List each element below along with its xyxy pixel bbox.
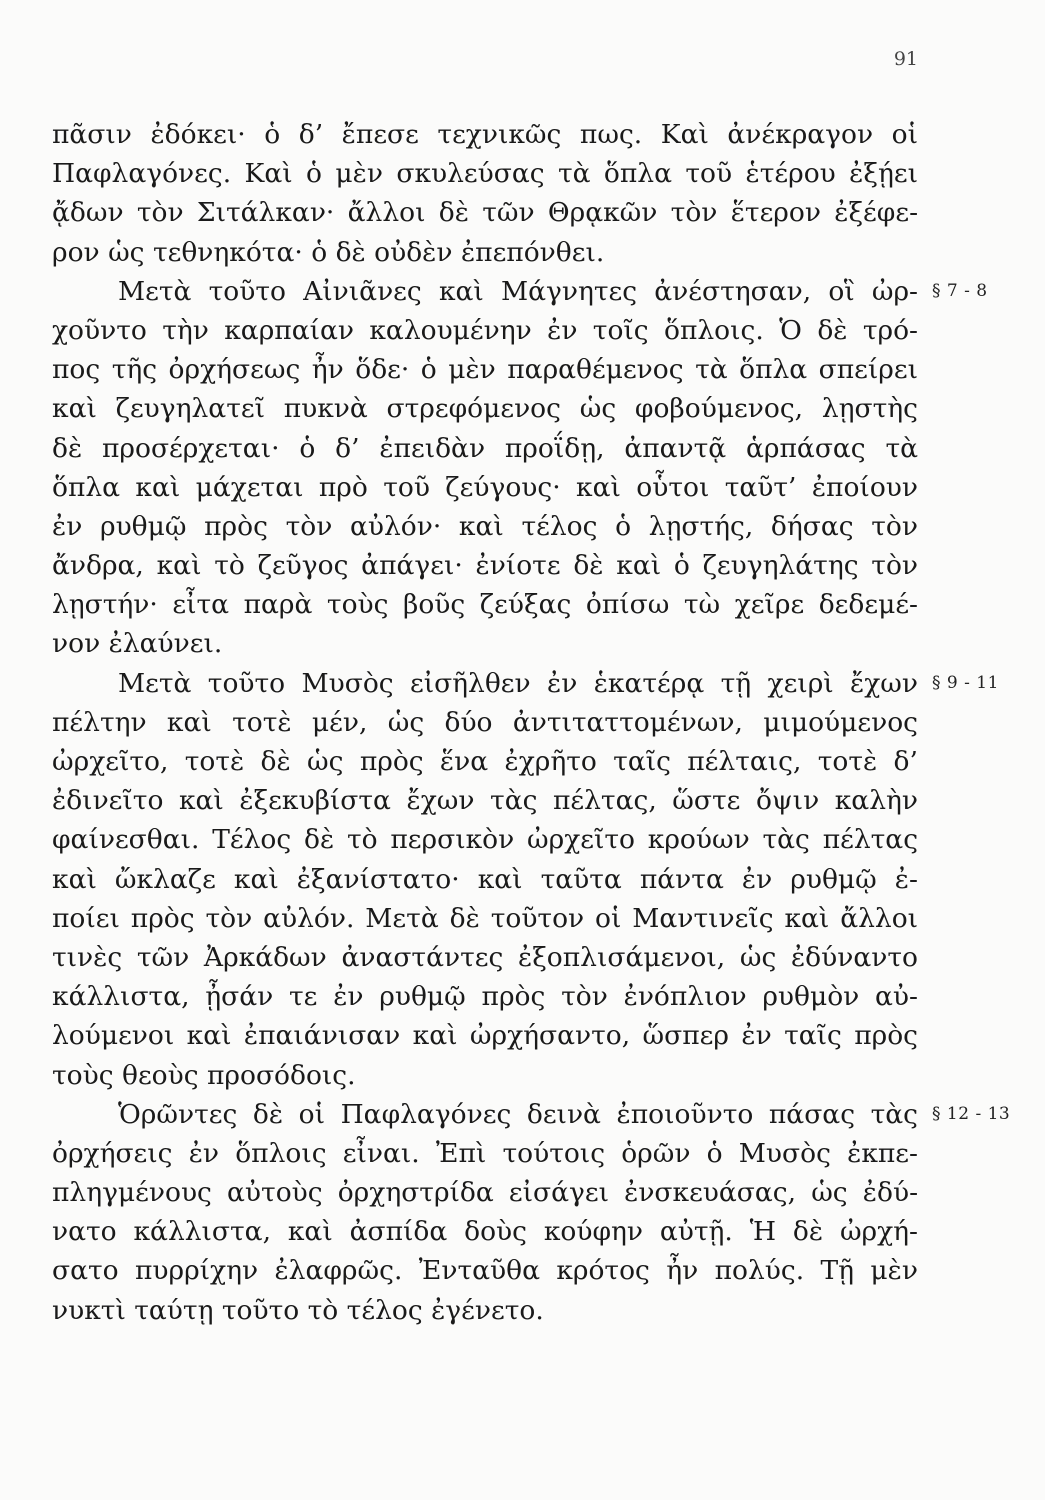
text-line xyxy=(52,703,932,742)
text-line xyxy=(52,664,999,703)
text-line-content: Μετὰ τοῦτο Αἰνιᾶνες καὶ Μάγνητες ἀνέστησαν, οἳ ὠρ- xyxy=(118,275,919,307)
section-reference: § 12 - 13 xyxy=(932,1103,1011,1124)
text-line-content: ὀρχήσεις ἐν ὅπλοις εἶναι. Ἐπὶ τούτοις ὁρῶν ὁ Μυσὸς ἐκπε- xyxy=(52,1137,918,1169)
text-line xyxy=(52,820,932,859)
text-line-content: Ὁρῶντες δὲ οἱ Παφλαγόνες δεινὰ ἐποιοῦντο πάσας τὰς xyxy=(118,1098,919,1130)
text-line xyxy=(52,154,932,193)
text-line xyxy=(52,233,932,272)
text-line-content: πᾶσιν ἐδόκει· ὁ δ’ ἔπεσε τεχνικῶς πως. Καὶ ἀνέκραγον οἱ xyxy=(52,119,918,150)
text-line xyxy=(52,193,932,232)
text-line-content: τινὲς τῶν Ἀρκάδων ἀναστάντες ἐξοπλισάμενοι, ὡς ἐδύναντο xyxy=(52,941,918,973)
text-line-content: νατο κάλλιστα, καὶ ἀσπίδα δοὺς κούφην αὐτῇ. Ἡ δὲ ὠρχή- xyxy=(52,1216,919,1248)
text-line xyxy=(52,429,932,468)
text-line xyxy=(52,1291,932,1330)
text-line-content: Μετὰ τοῦτο Μυσὸς εἰσῆλθεν ἐν ἑκατέρᾳ τῇ χειρὶ ἔχων xyxy=(118,667,919,699)
text-line-content: φαίνεσθαι. Τέλος δὲ τὸ περσικὸν ὠρχεῖτο κρούων τὰς πέλτας xyxy=(52,824,919,856)
text-line-content: ποίει πρὸς τὸν αὐλόν. Μετὰ δὲ τοῦτον οἱ Μαντινεῖς καὶ ἄλλοι xyxy=(52,902,919,934)
text-line xyxy=(52,468,932,507)
text-line-content: πέλτην καὶ τοτὲ μέν, ὡς δύο ἀντιταττομένων, μιμούμενος xyxy=(52,706,918,738)
text-line xyxy=(52,938,932,977)
section-reference: § 9 - 11 xyxy=(932,672,999,693)
text-line xyxy=(52,1251,932,1290)
text-line-content: ἐδινεῖτο καὶ ἐξεκυβίστα ἔχων τὰς πέλτας, ὥστε ὄψιν καλὴν xyxy=(52,785,918,817)
greek-text-block xyxy=(52,115,1011,1330)
text-line xyxy=(52,115,932,154)
text-line xyxy=(52,507,932,546)
text-line-content: ὅπλα καὶ μάχεται πρὸ τοῦ ζεύγους· καὶ οὗτοι ταῦτ’ ἐποίουν xyxy=(52,471,918,503)
text-line-content: δὲ προσέρχεται· ὁ δ’ ἐπειδὰν προΐδῃ, ἀπαντᾷ ἁρπάσας τὰ xyxy=(52,432,919,464)
text-line xyxy=(52,860,932,899)
text-line xyxy=(52,1016,932,1055)
text-line-content: ρον ὡς τεθνηκότα· ὁ δὲ οὐδὲν ἐπεπόνθει. xyxy=(52,236,605,268)
text-line-content: ἄνδρα, καὶ τὸ ζεῦγος ἀπάγει· ἐνίοτε δὲ καὶ ὁ ζευγηλάτης τὸν xyxy=(52,550,919,582)
text-line-content: ᾄδων τὸν Σιτάλκαν· ἄλλοι δὲ τῶν Θρᾳκῶν τὸν ἕτερον ἐξέφε- xyxy=(52,197,919,229)
text-line xyxy=(52,546,932,585)
text-line xyxy=(52,1212,932,1251)
text-line-content: κάλλιστα, ᾖσάν τε ἐν ρυθμῷ πρὸς τὸν ἐνόπλιον ρυθμὸν αὐ- xyxy=(52,981,918,1013)
text-line-content: νυκτὶ ταύτῃ τοῦτο τὸ τέλος ἐγένετο. xyxy=(52,1294,544,1326)
text-line xyxy=(52,585,932,624)
text-line-content: λῃστήν· εἶτα παρὰ τοὺς βοῦς ζεύξας ὀπίσω τὼ χεῖρε δεδεμέ- xyxy=(52,589,918,621)
text-line-content: χοῦντο τὴν καρπαίαν καλουμένην ἐν τοῖς ὅπλοις. Ὁ δὲ τρό- xyxy=(52,314,919,346)
text-line xyxy=(52,1095,1011,1134)
text-line xyxy=(52,389,932,428)
text-line-content: καὶ ὤκλαζε καὶ ἐξανίστατο· καὶ ταῦτα πάντα ἐν ρυθμῷ ἐ- xyxy=(52,863,918,895)
text-line xyxy=(52,1173,932,1212)
text-line xyxy=(52,899,932,938)
text-line xyxy=(52,1134,932,1173)
text-line xyxy=(52,272,988,311)
section-reference: § 7 - 8 xyxy=(932,280,988,301)
text-line-content: πληγμένους αὐτοὺς ὀρχηστρίδα εἰσάγει ἐνσκευάσας, ὡς ἐδύ- xyxy=(52,1177,919,1209)
text-line-content: πος τῆς ὀρχήσεως ἦν ὅδε· ὁ μὲν παραθέμενος τὰ ὅπλα σπείρει xyxy=(52,354,918,386)
text-line-content: τοὺς θεοὺς προσόδοις. xyxy=(52,1059,356,1091)
text-line xyxy=(52,311,932,350)
text-line xyxy=(52,977,932,1016)
text-line-content: καὶ ζευγηλατεῖ πυκνὰ στρεφόμενος ὡς φοβούμενος, λῃστὴς xyxy=(52,393,918,425)
text-line-content: ὠρχεῖτο, τοτὲ δὲ ὡς πρὸς ἕνα ἐχρῆτο ταῖς πέλταις, τοτὲ δ’ xyxy=(52,746,918,777)
text-line-content: ἐν ρυθμῷ πρὸς τὸν αὐλόν· καὶ τέλος ὁ λῃστής, δήσας τὸν xyxy=(52,510,918,542)
text-line xyxy=(52,1056,932,1095)
text-line xyxy=(52,624,932,663)
text-line xyxy=(52,781,932,820)
text-line-content: νον ἐλαύνει. xyxy=(52,628,223,660)
text-line xyxy=(52,350,932,389)
text-line-content: Παφλαγόνες. Καὶ ὁ μὲν σκυλεύσας τὰ ὅπλα τοῦ ἑτέρου ἐξῄει xyxy=(52,158,918,190)
text-line-content: σατο πυρρίχην ἐλαφρῶς. Ἐνταῦθα κρότος ἦν πολύς. Τῇ μὲν xyxy=(52,1255,918,1287)
text-line-content: λούμενοι καὶ ἐπαιάνισαν καὶ ὠρχήσαντο, ὥσπερ ἐν ταῖς πρὸς xyxy=(52,1020,919,1052)
text-line xyxy=(52,742,932,781)
page-number: 91 xyxy=(893,48,918,70)
